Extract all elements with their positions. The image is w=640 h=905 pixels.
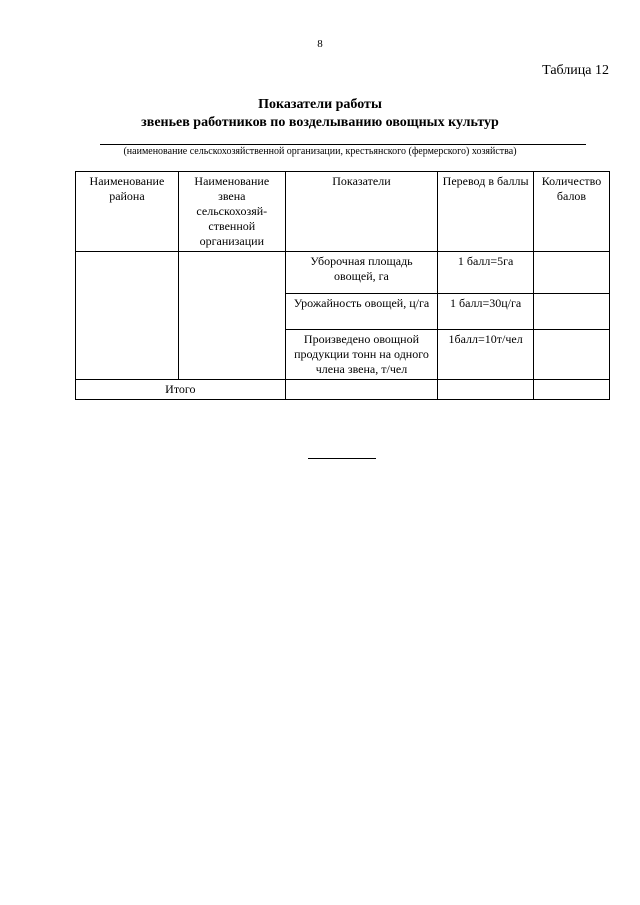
total-label: Итого <box>76 380 286 400</box>
total-indicator-cell <box>285 380 438 400</box>
table-header-row <box>76 172 610 252</box>
district-cell <box>76 252 179 380</box>
table-caption: Таблица 12 <box>542 63 609 78</box>
indicator-cell: Произведено овощной продукции тонн на одного члена звена, т/чел <box>285 330 438 380</box>
title-line-1: Показатели работы <box>258 97 382 112</box>
organization-caption: (наименование сельскохозяйственной организации, крестьянского (фермерского) хозяйства) <box>123 146 517 157</box>
total-row <box>76 380 610 400</box>
header-district: Наименование района <box>76 172 179 252</box>
header-indicators: Показатели <box>285 172 438 252</box>
conversion-cell: 1 балл=5га <box>438 252 534 294</box>
conversion-cell: 1 балл=30ц/га <box>438 294 534 330</box>
points-cell <box>534 294 610 330</box>
header-conversion: Перевод в баллы <box>438 172 534 252</box>
organization-name-line <box>100 144 586 145</box>
header-unit: Наименование звена сельскохозяй-ственной организации <box>178 172 285 252</box>
total-conversion-cell <box>438 380 534 400</box>
page-number: 8 <box>317 38 323 50</box>
points-cell <box>534 330 610 380</box>
title-line-2: звеньев работников по возделыванию овощных культур <box>141 115 499 130</box>
conversion-cell: 1балл=10т/чел <box>438 330 534 380</box>
indicator-cell: Уборочная площадь овощей, га <box>285 252 438 294</box>
document-title <box>0 96 640 132</box>
indicator-cell: Урожайность овощей, ц/га <box>285 294 438 330</box>
unit-cell <box>178 252 285 380</box>
points-cell <box>534 252 610 294</box>
end-divider <box>308 458 376 459</box>
header-points: Количество балов <box>534 172 610 252</box>
table-row <box>76 252 610 294</box>
total-points-cell <box>534 380 610 400</box>
indicators-table <box>75 171 610 400</box>
